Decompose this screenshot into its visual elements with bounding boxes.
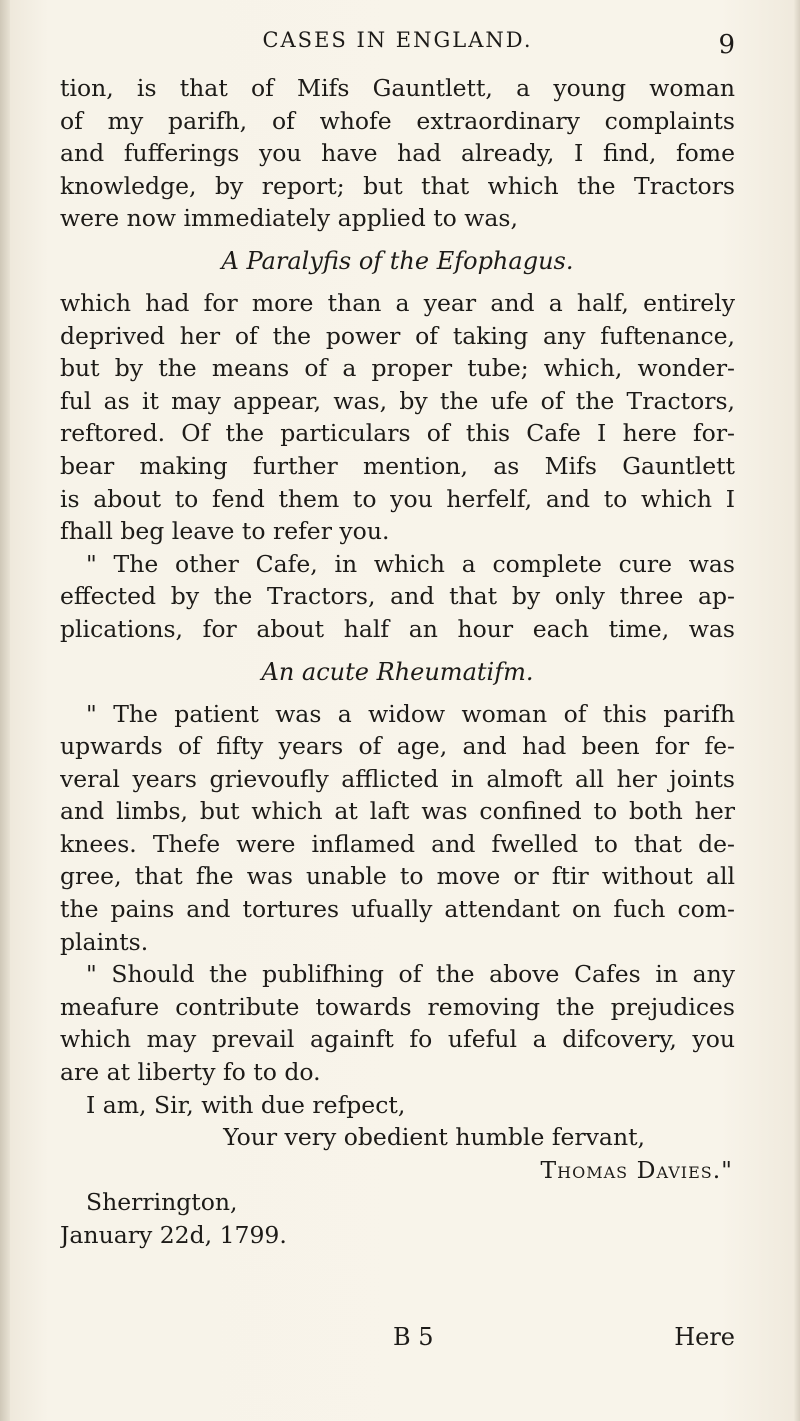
text-line: are at liberty fo to do.: [60, 1058, 321, 1087]
main-text: [60, 72, 735, 1252]
text-line: the pains and tortures ufually attendant on fuch com-: [60, 895, 735, 924]
text-line: " The patient was a widow woman of this parifh: [86, 699, 735, 728]
closing-line: Your very obedient humble fervant,: [223, 1123, 645, 1152]
text-line: but by the means of a proper tube; which, wonder-: [60, 354, 735, 383]
text-line: is about to fend them to you herfelf, and to which I: [60, 484, 735, 513]
text-line: meafure contribute towards removing the prejudices: [60, 992, 735, 1021]
letter-place: Sherrington,: [86, 1188, 238, 1217]
text-line: of my parifh, of whofe extraordinary complaints: [60, 106, 735, 135]
page-binding-shadow: [0, 0, 10, 1421]
text-line: knees. Thefe were inflamed and fwelled to that de-: [60, 829, 735, 858]
text-line: bear making further mention, as Mifs Gauntlett: [60, 451, 735, 480]
text-line: reftored. Of the particulars of this Cafe I here for-: [60, 419, 735, 448]
text-line: effected by the Tractors, and that by only three ap-: [60, 582, 735, 611]
text-line: plaints.: [60, 927, 149, 956]
page-header: [60, 28, 735, 68]
text-line: which may prevail againft fo ufeful a difcovery, you: [60, 1025, 735, 1054]
text-line: knowledge, by report; but that which the Tractors: [60, 171, 735, 200]
text-line: tion, is that of Mifs Gauntlett, a young woman: [60, 74, 735, 102]
letter-date: January 22d, 1799.: [60, 1221, 287, 1249]
page-right-edge: [794, 0, 800, 1421]
text-line: plications, for about half an hour each time, was: [60, 614, 735, 643]
text-line: ful as it may appear, was, by the ufe of the Tractors,: [60, 386, 735, 415]
text-line: and limbs, but which at laft was confined to both her: [60, 797, 735, 826]
text-line: gree, that fhe was unable to move or ftir without all: [60, 862, 735, 891]
text-line: deprived her of the power of taking any fuftenance,: [60, 321, 735, 350]
section-heading: A Paralyfis of the Efophagus.: [221, 246, 574, 275]
running-head: CASES IN ENGLAND.: [262, 28, 533, 52]
text-line: " The other Cafe, in which a complete cure was: [86, 549, 735, 578]
letter-signature: Thomas Davies.": [540, 1155, 733, 1184]
section-heading: An acute Rheumatifm.: [261, 657, 534, 686]
text-line: which had for more than a year and a half, entirely: [60, 288, 735, 317]
closing-line: I am, Sir, with due refpect,: [86, 1090, 406, 1119]
page-footer: [60, 1323, 735, 1357]
text-line: were now immediately applied to was,: [60, 204, 518, 233]
catchword: Here: [674, 1323, 735, 1351]
text-line: fhall beg leave to refer you.: [60, 517, 390, 546]
text-line: and fufferings you have had already, I find, fome: [60, 139, 735, 168]
text-line: upwards of fifty years of age, and had been for fe-: [60, 732, 735, 761]
page-number: 9: [718, 30, 735, 60]
text-line: veral years grievoufly afflicted in almoft all her joints: [60, 764, 735, 793]
text-line: " Should the publifhing of the above Cafes in any: [86, 960, 735, 989]
signature-mark: B 5: [393, 1323, 434, 1351]
